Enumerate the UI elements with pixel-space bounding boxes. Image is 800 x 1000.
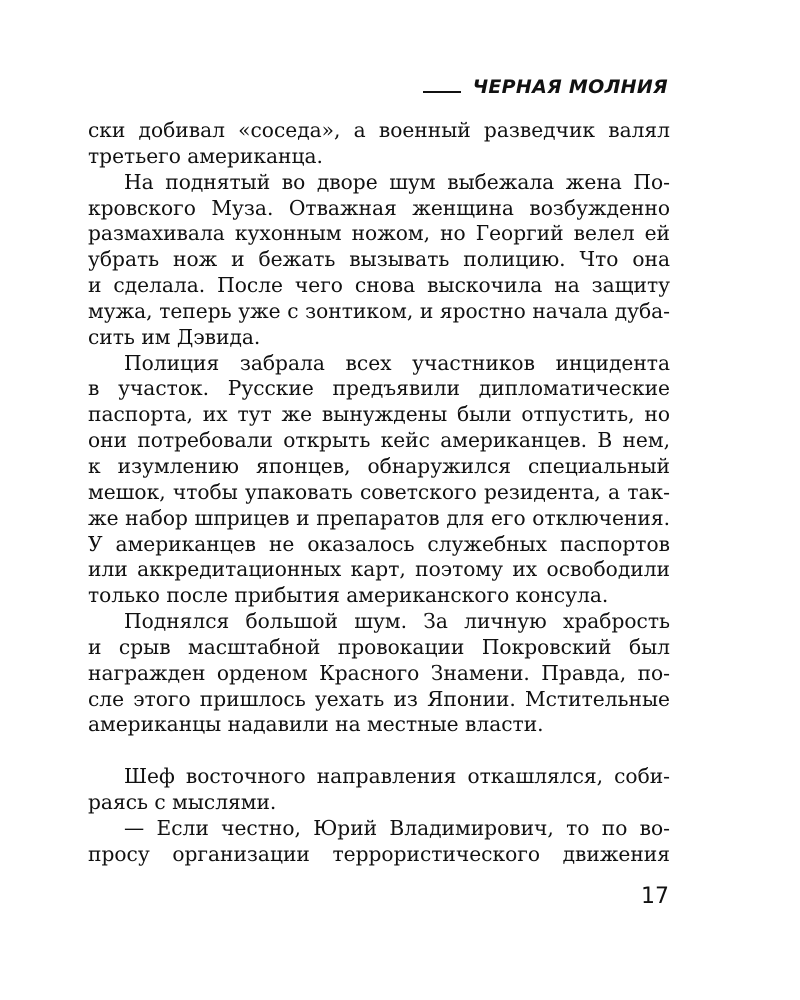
- text-line: раясь с мыслями.: [88, 789, 277, 814]
- text-line: сить им Дэвида.: [88, 324, 261, 349]
- text-line: или аккредитационных карт, поэтому их освободили: [88, 557, 670, 582]
- text-line: награжден орденом Красного Знамени. Правда, по-: [88, 660, 670, 685]
- text-line: же набор шприцев и препаратов для его отключения.: [88, 505, 670, 530]
- section-break: [88, 738, 670, 764]
- page-number: 17: [641, 884, 669, 909]
- running-header-title: ЧЕРНАЯ МОЛНИЯ: [472, 76, 668, 98]
- text-line: просу организации террористического движения: [88, 841, 670, 866]
- text-line: У американцев не оказалось служебных паспортов: [88, 531, 670, 556]
- text-line: мешок, чтобы упаковать советского резидента, а так-: [88, 479, 670, 504]
- text-line: сле этого пришлось уехать из Японии. Мстительные: [88, 686, 670, 711]
- text-line: убрать нож и бежать вызывать полицию. Что она: [88, 247, 670, 272]
- text-line: На поднятый во дворе шум выбежала жена По-: [124, 169, 670, 194]
- text-line: к изумлению японцев, обнаружился специальный: [88, 453, 670, 478]
- text-line: они потребовали открыть кейс американцев. В нем,: [88, 428, 670, 453]
- running-header: [423, 76, 668, 98]
- text-line: Шеф восточного направления откашлялся, соби-: [124, 764, 670, 789]
- text-line: Полиция забрала всех участников инцидента: [124, 350, 670, 375]
- body-text: [88, 118, 670, 867]
- text-line: паспорта, их тут же вынуждены были отпустить, но: [88, 402, 670, 427]
- text-line: мужа, теперь уже с зонтиком, и яростно начала дуба-: [88, 298, 670, 323]
- text-line: только после прибытия американского консула.: [88, 583, 609, 608]
- text-line: размахивала кухонным ножом, но Георгий велел ей: [88, 221, 670, 246]
- text-line: ски добивал «соседа», а военный разведчик валял: [88, 118, 670, 142]
- text-line: кровского Муза. Отважная женщина возбужденно: [88, 195, 670, 220]
- text-line: и сделала. После чего снова выскочила на защиту: [88, 273, 670, 298]
- text-line: в участок. Русские предъявили дипломатические: [88, 376, 670, 401]
- text-line: третьего американца.: [88, 143, 323, 168]
- text-line: американцы надавили на местные власти.: [88, 712, 544, 737]
- text-line: Поднялся большой шум. За личную храбрость: [124, 609, 670, 634]
- text-line: — Если честно, Юрий Владимирович, то по во-: [124, 815, 670, 840]
- header-rule: [423, 91, 461, 93]
- text-line: и срыв масштабной провокации Покровский был: [88, 634, 670, 659]
